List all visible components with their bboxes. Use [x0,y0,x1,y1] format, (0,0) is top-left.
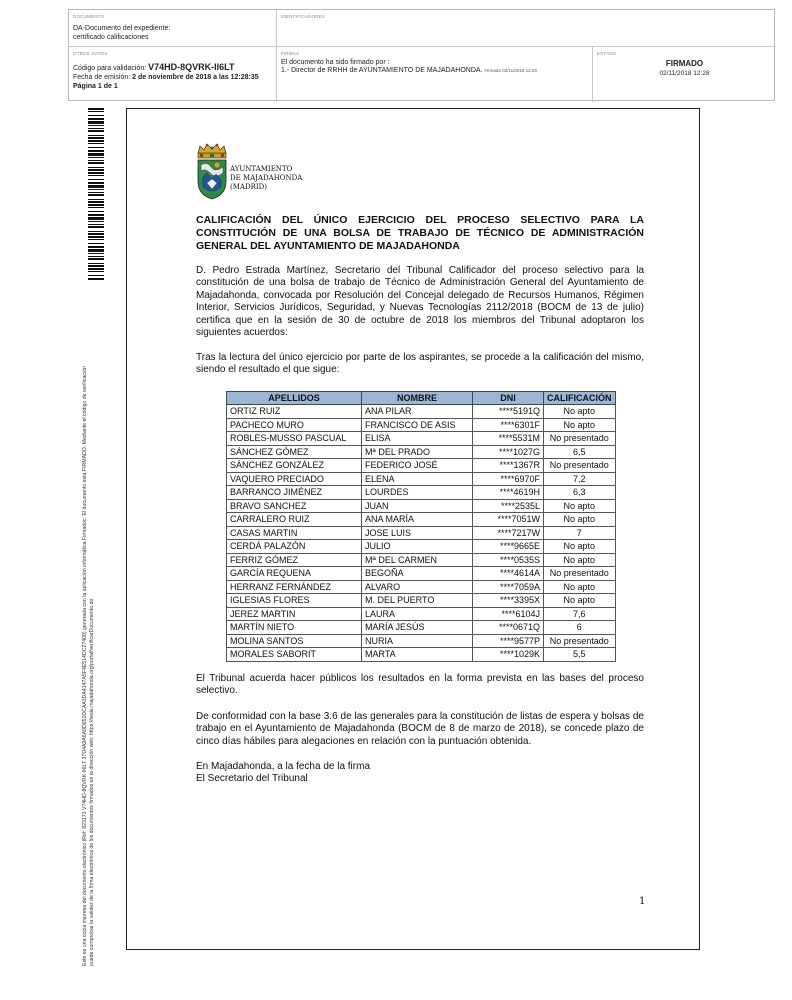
table-row [227,459,616,473]
table-row [227,580,616,594]
barcode-bar [88,160,104,161]
cell-nombre: M. DEL PUERTO [362,594,473,608]
cell-nombre: Mª DEL PRADO [362,445,473,459]
cell-nombre: Mª DEL CARMEN [362,553,473,567]
cell-dni: ****7051W [473,513,544,527]
cell-apellidos: IGLESIAS FLORES [227,594,362,608]
table-row [227,648,616,662]
barcode-bar [88,147,104,148]
estado-cell [593,47,776,102]
cell-apellidos: CARRALERO RUIZ [227,513,362,527]
barcode-bar [88,224,104,225]
barcode-bar [88,243,104,244]
cell-apellidos: VAQUERO PRECIADO [227,472,362,486]
paragraph-results-intro: Tras la lectura del único ejercicio por parte de los aspirantes, se procede a la calificación del mismo, siendo el resultado el que sigue: [196,352,644,376]
side-text-line2: puede comprobar la validez de la firma electrónica de los documentos firmados en la dirección web: https://sede.majadahonda.org/portal/verificarDocumento.do [89,598,95,966]
table-row [227,445,616,459]
barcode-bar [88,249,104,252]
barcode-bar [88,182,104,184]
barcode-bar [88,137,104,139]
cell-calificacion: 6 [544,621,616,635]
barcode-bar [88,221,104,222]
barcode-bar [88,115,104,116]
cell-nombre: ELISA [362,432,473,446]
documento-value: DA-Documento del expediente: certificado calificaciones [73,25,171,41]
estado-value: FIRMADO [665,59,704,68]
cell-nombre: JOSE LUIS [362,526,473,540]
barcode-bar [88,194,104,196]
validation-code[interactable]: V74HD-8QVRK-II6LT [148,62,235,72]
paragraph-intro: D. Pedro Estrada Martínez, Secretario del Tribunal Calificador del proceso selectivo para la constitución de una bolsa de trabajo de Técnico de Administración General del Ayuntamiento de Majadahonda, convocada por Resolución del Concejal delegado de Recursos Humanos, Régimen Interior, Servicios Jurídicos, Seguridad, y Nuevas Tecnologías 2112/2018 (BOCM de 13 de julio) certifica que en la sesión de 30 de octubre de 2018 los miembros del Tribunal adoptaron los siguientes acuerdos: [196,265,644,339]
cell-dni: ****4619H [473,486,544,500]
table-row [227,526,616,540]
barcode-bar [88,271,104,272]
page-number: 1 [639,896,646,907]
document-title: CALIFICACIÓN DEL ÚNICO EJERCICIO DEL PROCESO SELECTIVO PARA LA CONSTITUCIÓN DE UNA BOLSA DE TRABAJO DE TÉCNICO DE ADMINISTRACIÓN GENERAL DEL AYUNTAMIENTO DE MAJADAHONDA [196,214,644,252]
cell-dni: ****9665E [473,540,544,554]
barcode-bar [88,258,104,260]
cell-nombre: JUAN [362,499,473,513]
barcode-bar [88,217,104,220]
closing-place-date: En Majadahonda, a la fecha de la firma [196,761,370,772]
barcode-bar [88,140,104,142]
otros-datos-cell [69,47,277,102]
barcode-bar [88,265,104,267]
cell-nombre: MARÍA JESÚS [362,621,473,635]
cell-dni: ****6104J [473,607,544,621]
barcode-bar [88,175,104,176]
barcode-bar [88,233,104,235]
cell-dni: ****3395X [473,594,544,608]
firmas-label: FIRMAS [281,51,300,56]
table-row [227,432,616,446]
cell-nombre: ALVARO [362,580,473,594]
cell-calificacion: No presentado [544,634,616,648]
barcode-bar [88,172,104,174]
barcode-bar [88,253,104,254]
cell-dni: ****6301F [473,418,544,432]
barcode-bar [88,263,104,264]
cell-nombre: ELENA [362,472,473,486]
firmas-line2 [281,66,537,75]
cell-apellidos: BARRANCO JIMÉNEZ [227,486,362,500]
cell-apellidos: GARCÍA REQUENA [227,567,362,581]
cell-calificacion: 7,6 [544,607,616,621]
barcode-bar [88,185,104,188]
header-dni: DNI [473,392,544,405]
cell-apellidos: HERRANZ FERNÁNDEZ [227,580,362,594]
cell-apellidos: MARTÍN NIETO [227,621,362,635]
cell-nombre: FRANCISCO DE ASIS [362,418,473,432]
table-row [227,486,616,500]
cell-dni: ****1029K [473,648,544,662]
table-row [227,472,616,486]
emission-date-label: Fecha de emisión: [73,74,131,81]
barcode-bar [88,189,104,190]
cell-dni: ****7217W [473,526,544,540]
cell-nombre: ANA MARÍA [362,513,473,527]
cell-calificacion: No presentado [544,459,616,473]
logo-line1: AYUNTAMIENTO [230,165,293,173]
table-row [227,594,616,608]
cell-dni: ****1367R [473,459,544,473]
firmas-cell [277,47,593,102]
closing [196,761,644,786]
logo-line2: DE MAJADAHONDA [230,174,303,182]
cell-nombre: NURIA [362,634,473,648]
barcode-bar [88,143,104,144]
table-row [227,513,616,527]
cell-dni: ****0671Q [473,621,544,635]
barcode-bar [88,239,104,240]
cell-calificacion: No apto [544,405,616,419]
cell-calificacion: No apto [544,580,616,594]
barcode-bar [88,192,104,193]
table-row [227,405,616,419]
validation-code-line [73,63,234,73]
cell-nombre: LAURA [362,607,473,621]
cell-nombre: MARTA [362,648,473,662]
firmas-line1: El documento ha sido firmado por : [281,59,390,66]
header-apellidos: APELLIDOS [227,392,362,405]
cell-apellidos: ORTIZ RUIZ [227,405,362,419]
table-row [227,621,616,635]
barcode-bar [88,169,104,171]
document-header [68,9,775,101]
barcode-bar [88,179,104,180]
barcode-bar [88,111,104,112]
documento-label: DOCUMENTO [73,14,105,19]
cell-apellidos: MORALES SABORIT [227,648,362,662]
cell-calificacion: 7 [544,526,616,540]
cell-apellidos: CASAS MARTIN [227,526,362,540]
cell-calificacion: No apto [544,499,616,513]
cell-nombre: ANA PILAR [362,405,473,419]
cell-calificacion: 6,5 [544,445,616,459]
table-row [227,418,616,432]
barcode-bar [88,157,104,158]
paragraph-allegations: De conformidad con la base 3.6 de las generales para la constitución de listas de espera y bolsas de trabajo en el Ayuntamiento de Majadahonda (BOCM de 8 de marzo de 2018), se concede plazo de cinco días hábiles para alegaciones en relación con la puntuación obtenida. [196,711,644,747]
cell-apellidos: JEREZ MARTIN [227,607,362,621]
side-verification-text [82,286,96,966]
emission-date: 2 de noviembre de 2018 a las 12:28:35 [132,74,259,81]
cell-apellidos: BRAVO SANCHEZ [227,499,362,513]
cell-dni: ****2535L [473,499,544,513]
table-row [227,499,616,513]
cell-dni: ****5191Q [473,405,544,419]
cell-nombre: FEDERICO JOSÉ [362,459,473,473]
cell-dni: ****7059A [473,580,544,594]
cell-apellidos: CERDÁ PALAZÓN [227,540,362,554]
cell-nombre: LOURDES [362,486,473,500]
cell-nombre: JULIO [362,540,473,554]
identificadores-cell [277,10,776,47]
cell-apellidos: FERRIZ GÓMEZ [227,553,362,567]
estado-date: 02/11/2018 12:28 [659,70,710,77]
cell-dni: ****9577P [473,634,544,648]
cell-calificacion: No apto [544,513,616,527]
paragraph-publication: El Tribunal acuerda hacer públicos los resultados en la forma prevista en las bases del proceso selectivo. [196,673,644,697]
closing-signature: El Secretario del Tribunal [196,773,308,785]
side-text-line1: Este es una copia impresa del documento electrónico (Ref: 823173 V74HD-8QVRK-II6LT 37D4A9A6A9D651DCAA3DA4147A5F4E514DC27409) generada con la aplicación informática Firmadoc. El documento está FIRMADO. Mediante el código de verificación [82,366,88,966]
barcode-bar [88,162,104,164]
cell-calificacion: 7,2 [544,472,616,486]
barcode-bar [88,278,104,280]
barcode-bar [88,108,104,110]
table-row [227,607,616,621]
table-row [227,634,616,648]
barcode-bar [88,268,104,270]
cell-apellidos: ROBLES-MUSSO PASCUAL [227,432,362,446]
barcode-bar [88,118,104,120]
cell-calificacion: No presentado [544,432,616,446]
header-calificacion: CALIFICACIÓN [544,392,616,405]
page-count: Página 1 de 1 [73,83,118,90]
signed-date: Firmado 02/11/2018 12:28 [484,68,537,73]
table-row [227,553,616,567]
cell-apellidos: PACHECO MURO [227,418,362,432]
documento-cell [69,10,277,47]
cell-calificacion: No apto [544,594,616,608]
table-row [227,540,616,554]
barcode-bar [88,236,104,238]
cell-dni: ****1027G [473,445,544,459]
logo-line3: (MADRID) [230,183,267,191]
cell-dni: ****5531M [473,432,544,446]
cell-apellidos: SÁNCHEZ GONZÁLEZ [227,459,362,473]
cell-calificacion: No apto [544,553,616,567]
cell-dni: ****0535S [473,553,544,567]
barcode-bar [88,199,104,200]
cell-apellidos: SÁNCHEZ GÓMEZ [227,445,362,459]
barcode-bar [88,211,104,212]
validation-code-label: Código para validación: [73,65,147,72]
results-table [226,391,616,662]
barcode-bar [88,246,104,248]
barcode-bar [88,153,104,156]
barcode-bar [88,256,104,257]
barcode-bar [88,231,104,232]
identificadores-label: IDENTIFICADORES [281,14,326,19]
header-nombre: NOMBRE [362,392,473,405]
cell-calificacion: No apto [544,540,616,554]
emission-date-line [73,73,259,82]
barcode-bar [88,150,104,152]
barcode-icon [88,108,104,280]
table-row [227,567,616,581]
cell-dni: ****6970F [473,472,544,486]
municipal-crest-icon [195,143,229,201]
barcode-bar [88,121,104,124]
barcode-bar [88,214,104,216]
cell-apellidos: MOLINA SANTOS [227,634,362,648]
cell-calificacion: No apto [544,418,616,432]
barcode-bar [88,135,104,136]
barcode-bar [88,167,104,168]
cell-calificacion: No presentado [544,567,616,581]
signer: 1.- Director de RRHH de AYUNTAMIENTO DE MAJADAHONDA. [281,67,483,74]
barcode-bar [88,275,104,276]
estado-label: ESTADO [597,51,617,56]
cell-calificacion: 5,5 [544,648,616,662]
cell-dni: ****4614A [473,567,544,581]
logo-text [230,165,302,192]
cell-calificacion: 6,3 [544,486,616,500]
barcode-bar [88,128,104,129]
barcode-bar [88,130,104,132]
barcode-bar [88,226,104,228]
barcode-bar [88,201,104,203]
barcode-bar [88,204,104,206]
cell-nombre: BEGOÑA [362,567,473,581]
table-header-row [227,392,616,405]
barcode-bar [88,125,104,126]
barcode-bar [88,207,104,208]
otros-datos-label: OTROS DATOS [73,51,108,56]
